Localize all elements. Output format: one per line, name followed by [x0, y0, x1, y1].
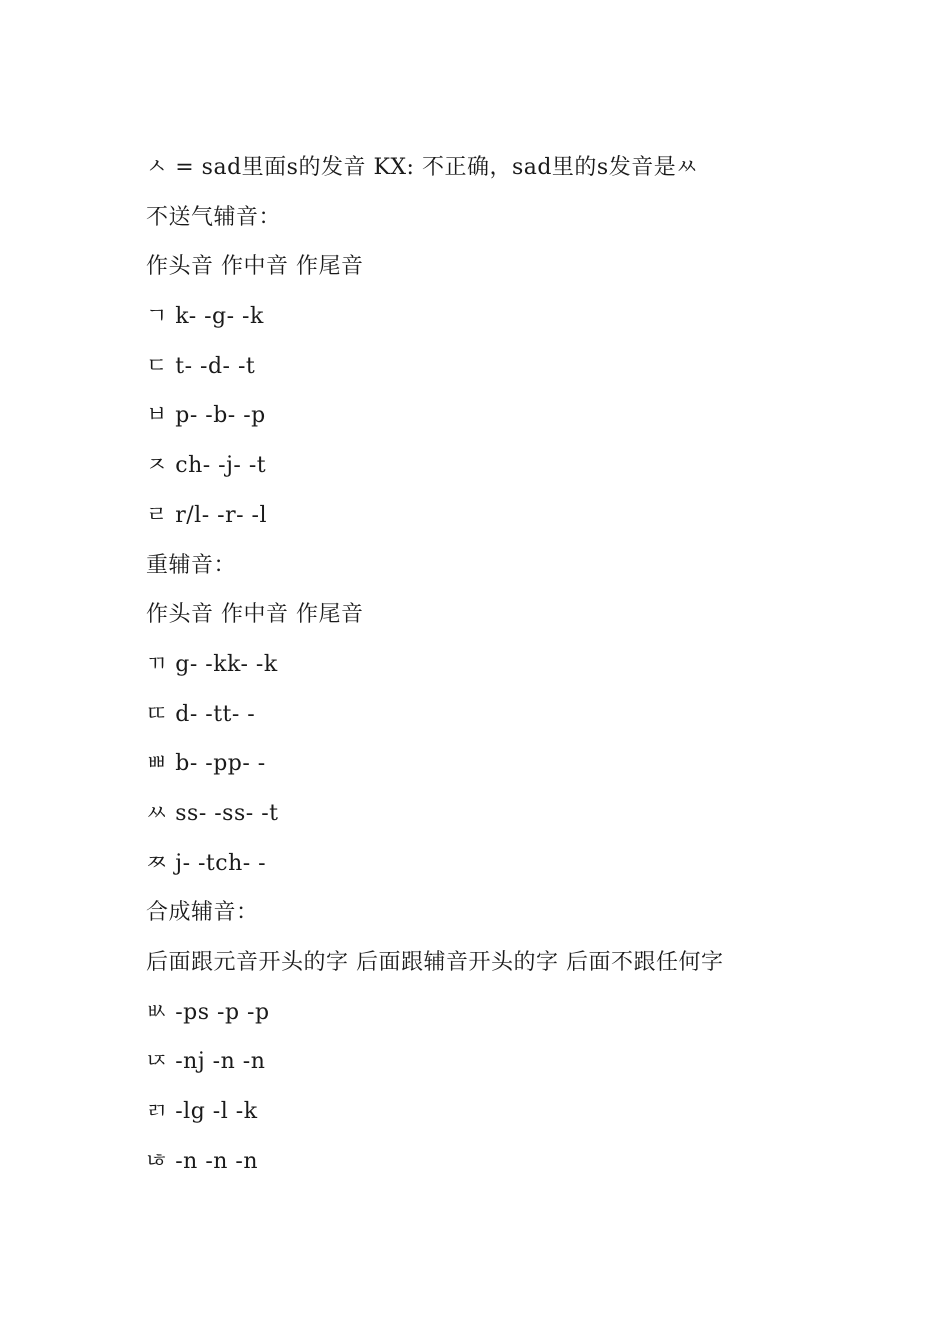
- consonant-row: ㅆ ss- -ss- -t: [146, 800, 279, 826]
- consonant-row: ㅉ j- -tch- -: [146, 850, 267, 876]
- consonant-row: ㄶ -n -n -n: [146, 1148, 259, 1174]
- consonant-row: ㄲ g- -kk- -k: [146, 651, 278, 677]
- consonant-row: ㄹ r/l- -r- -l: [146, 502, 267, 528]
- consonant-row: ㄺ -lg -l -k: [146, 1099, 258, 1125]
- consonant-row: ㄱ k- -g- -k: [146, 304, 264, 330]
- heading-compound-consonants: 合成辅音：: [146, 900, 259, 926]
- column-header-row: 作头音 作中音 作尾音: [146, 602, 364, 628]
- document-body: [146, 148, 886, 1191]
- text-line-note: ㅅ = sad里面s的发音 KX: 不正确，sad里的s发音是ㅆ: [146, 155, 698, 180]
- heading-unaspirated-consonants: 不送气辅音：: [146, 204, 282, 230]
- consonant-row: ㄷ t- -d- -t: [146, 353, 256, 379]
- consonant-row: ㅃ b- -pp- -: [146, 751, 266, 777]
- column-header-row: 后面跟元音开头的字 后面跟辅音开头的字 后面不跟任何字: [146, 950, 724, 975]
- consonant-row: ㅈ ch- -j- -t: [146, 453, 267, 479]
- heading-double-consonants: 重辅音：: [146, 552, 237, 578]
- consonant-row: ㅂ p- -b- -p: [146, 403, 266, 429]
- column-header-row: 作头音 作中音 作尾音: [146, 254, 364, 280]
- consonant-row: ㄵ -nj -n -n: [146, 1049, 266, 1075]
- consonant-row: ㅄ -ps -p -p: [146, 999, 270, 1025]
- consonant-row: ㄸ d- -tt- -: [146, 701, 256, 727]
